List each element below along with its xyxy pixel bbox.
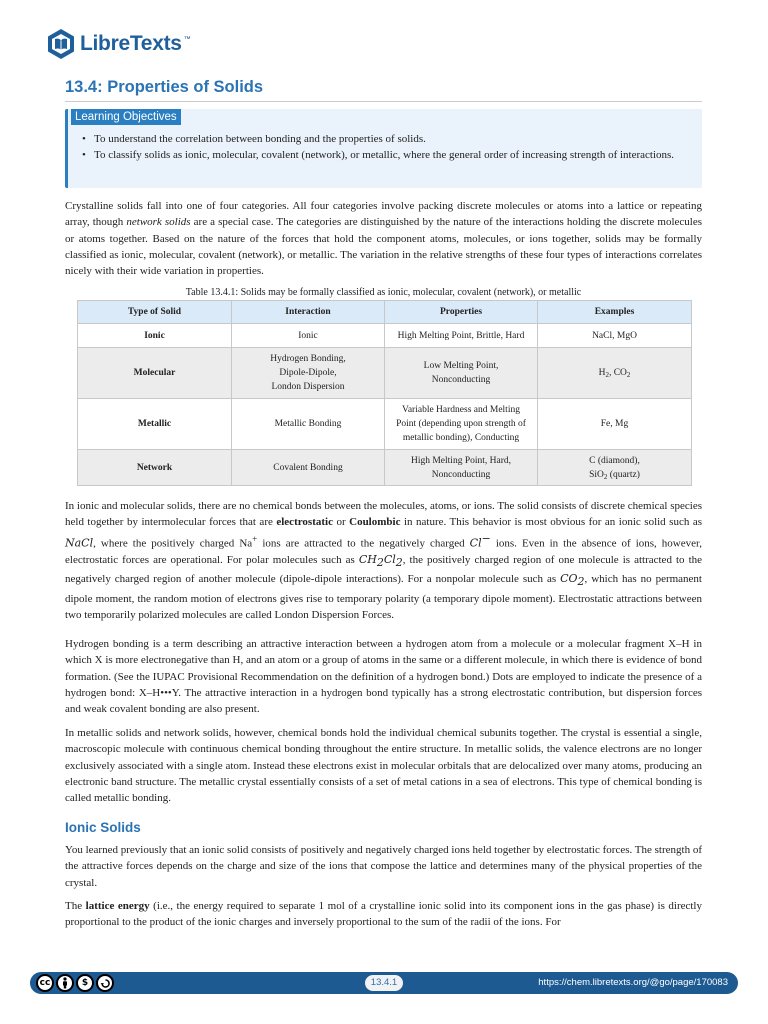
text-run: Crystalline solids fall into one of four categories. All four categories involve packing discrete molecules or atoms into a lattice or repeating array, though [65, 200, 702, 229]
solids-classification-table [77, 300, 692, 486]
cell-line: London Dispersion [271, 382, 345, 392]
table-row-metallic [78, 399, 692, 450]
formula-part: H [598, 368, 606, 378]
table-cell: Covalent Bonding [232, 450, 385, 486]
text-run: in nature. This behavior is most obvious for an ionic solid such as [400, 516, 702, 529]
objective-item: • To classify solids as ionic, molecular, covalent (network), or metallic, where the general order of increasing strength of interactions. [80, 147, 680, 163]
title-divider [65, 101, 702, 102]
table-row-network [78, 450, 692, 486]
cell-line: High Melting Point, Hard, [410, 455, 511, 466]
formula-part: , CO [608, 368, 627, 378]
text-run: , which has no permanent dipole moment, the random motion of electrons gives rise to temporary polarity (a temporary dipole moment). Electrostatic attractions between two temporarily polarized molecules are called London Dispersion Forces. [65, 573, 702, 621]
text-run: are a special case. The categories are distinguished by the nature of the interactions holding the discrete molecules or atoms together. Based on the nature of the forces that hold the component atoms, molecules, or ions together, solids may be formally classified as ionic, molecular, covalent (network), or metallic. The variation in the relative strengths of these four types of interactions correlates nicely with their wide variation in properties. [65, 216, 702, 278]
table-header-row [78, 301, 692, 324]
math-formula: CO [560, 572, 578, 586]
math-formula: Cl [383, 552, 396, 566]
cell-line: Nonconducting [431, 469, 491, 480]
page-footer [30, 972, 738, 994]
text-run: (i.e., the energy required to separate 1 mol of a crystalline ionic solid into its component ions in the gas phase) is directly proportional to the product of the ionic charges and inversely proportional to the sum of the radii of the ions. For [65, 900, 702, 929]
column-header: Type of Solid [78, 301, 232, 324]
superscript: − [481, 531, 491, 545]
cell-line: Nonconducting [431, 375, 491, 385]
cell-line: Dipole-Dipole, [279, 368, 337, 378]
table-cell [385, 450, 538, 486]
formula-part: (quartz) [607, 469, 640, 480]
cell-line: Hydrogen Bonding, [270, 354, 346, 364]
sa-icon [96, 974, 114, 992]
text-run: ions. Even in the absence of ions, however, electrostatic forces are operational. For polar molecules such as [65, 537, 702, 566]
column-header: Examples [538, 301, 692, 324]
table-cell: Fe, Mg [538, 399, 692, 450]
logo-wordmark: LibreTexts [80, 32, 182, 55]
text-run: In ionic and molecular solids, there are no chemical bonds between the molecules, atoms, or ions. The solid consists of discrete chemical species held together by intermolecular forces that are [65, 500, 703, 529]
table-cell: NaCl, MgO [538, 324, 692, 348]
subscript: 2 [376, 555, 384, 569]
table-caption: Table 13.4.1: Solids may be formally classified as ionic, molecular, covalent (network), or metallic [185, 287, 582, 298]
cell-line: Variable Hardness and Melting [402, 405, 520, 415]
subscript: 2 [395, 555, 403, 569]
table-cell [538, 348, 692, 399]
text-run: or [332, 516, 350, 529]
table-cell [385, 348, 538, 399]
column-header: Interaction [232, 301, 385, 324]
row-header-ionic: Ionic [78, 324, 232, 348]
table-cell [232, 348, 385, 399]
metallic-bonding-paragraph: In metallic solids and network solids, however, chemical bonds hold the individual chemical subunits together. The crystal is essential a single, macroscopic molecule with continuous chemical bonding throughout the entire structure. In metallic solids, the valence electrons are no longer exclusively associated with a single atom. Instead these electrons exist in molecular orbitals that are delocalized over many atoms, producing an electronic band structure. The metallic crystal essentially consists of a set of metal cations in a sea of electrons. This type of chemical bonding is called metallic bonding. [65, 727, 702, 805]
table-cell: Metallic Bonding [232, 399, 385, 450]
page-url-link[interactable]: https://chem.libretexts.org/@go/page/170083 [538, 977, 728, 988]
emphasis-network-solids: network solids [126, 216, 191, 229]
cc-icon: cc [36, 974, 54, 992]
libretexts-logo-icon [46, 28, 76, 60]
subscript: 2 [605, 371, 609, 379]
math-formula: Cl [469, 536, 482, 550]
column-header: Properties [385, 301, 538, 324]
page-title: 13.4: Properties of Solids [65, 78, 264, 96]
learning-objectives-heading: Learning Objectives [71, 109, 181, 125]
learning-objectives-list [80, 131, 680, 163]
libretexts-logo[interactable] [46, 28, 191, 60]
intro-paragraph [65, 198, 702, 279]
table-cell: High Melting Point, Brittle, Hard [385, 324, 538, 348]
formula-part: SiO [589, 469, 604, 480]
math-formula: NaCl [65, 536, 94, 550]
table-cell [538, 450, 692, 486]
license-badge[interactable] [36, 974, 114, 992]
table-row-ionic [78, 324, 692, 348]
text-run: ions are attracted to the negatively charged [257, 537, 470, 550]
objective-item: • To understand the correlation between bonding and the properties of solids. [80, 131, 680, 147]
ionic-solids-paragraph: You learned previously that an ionic solid consists of positively and negatively charged ions held together by electrostatic forces. The strength of the attractive forces depends on the charge and size of the ions that compose the lattice and determines many of the physical properties of the crystal. [65, 844, 702, 889]
page-number: 13.4.1 [365, 975, 403, 991]
subscript: 2 [603, 472, 608, 481]
cell-line: C (diamond), [589, 455, 640, 466]
text-run: , the positively charged region of one molecule is attracted to the negatively charged region of another molecule (dipole-dipole interactions). For a nonpolar molecule such as [65, 553, 703, 586]
bold-term: lattice energy [85, 900, 150, 912]
table-cell [385, 399, 538, 450]
superscript: + [252, 533, 258, 544]
subscript: 2 [577, 575, 585, 589]
hydrogen-bonding-paragraph: Hydrogen bonding is a term describing an attractive interaction between a hydrogen atom from a molecule or a molecular fragment X–H in which X is more electronegative than H, and an atom or a group of atoms in the same or a different molecule, in which there is evidence of bond formation. (See the IUPAC Provisional Recommendation on the definition of a hydrogen bond.) Dots are employed to indicate the presence of a hydrogen bond: X–H•••Y. The attractive interaction in a hydrogen bond typically has a strong electrostatic contribution, but dispersion forces and weak covalent bonding are also present. [65, 638, 702, 716]
row-header-network: Network [78, 450, 232, 486]
bold-term: Coulombic [349, 516, 401, 529]
math-formula: CH [358, 552, 377, 566]
learning-objectives-box [65, 109, 702, 188]
lattice-energy-paragraph [65, 898, 702, 931]
cell-line: Point (depending upon strength of [396, 419, 526, 429]
cell-line: Low Melting Point, [423, 361, 499, 371]
table-row-molecular [78, 348, 692, 399]
row-header-metallic: Metallic [78, 399, 232, 450]
section-heading-ionic-solids: Ionic Solids [65, 820, 141, 835]
nc-icon: $ [76, 974, 94, 992]
by-icon [56, 974, 74, 992]
intermolecular-forces-paragraph [65, 498, 702, 623]
table-cell: Ionic [232, 324, 385, 348]
row-header-molecular: Molecular [78, 348, 232, 399]
bold-term: electrostatic [276, 516, 333, 529]
text-run: The [65, 900, 86, 912]
subscript: 2 [626, 371, 631, 379]
text-run: , where the positively charged Na [93, 537, 253, 550]
logo-trademark: ™ [183, 35, 191, 43]
cell-line: metallic bonding), Conducting [402, 433, 520, 443]
